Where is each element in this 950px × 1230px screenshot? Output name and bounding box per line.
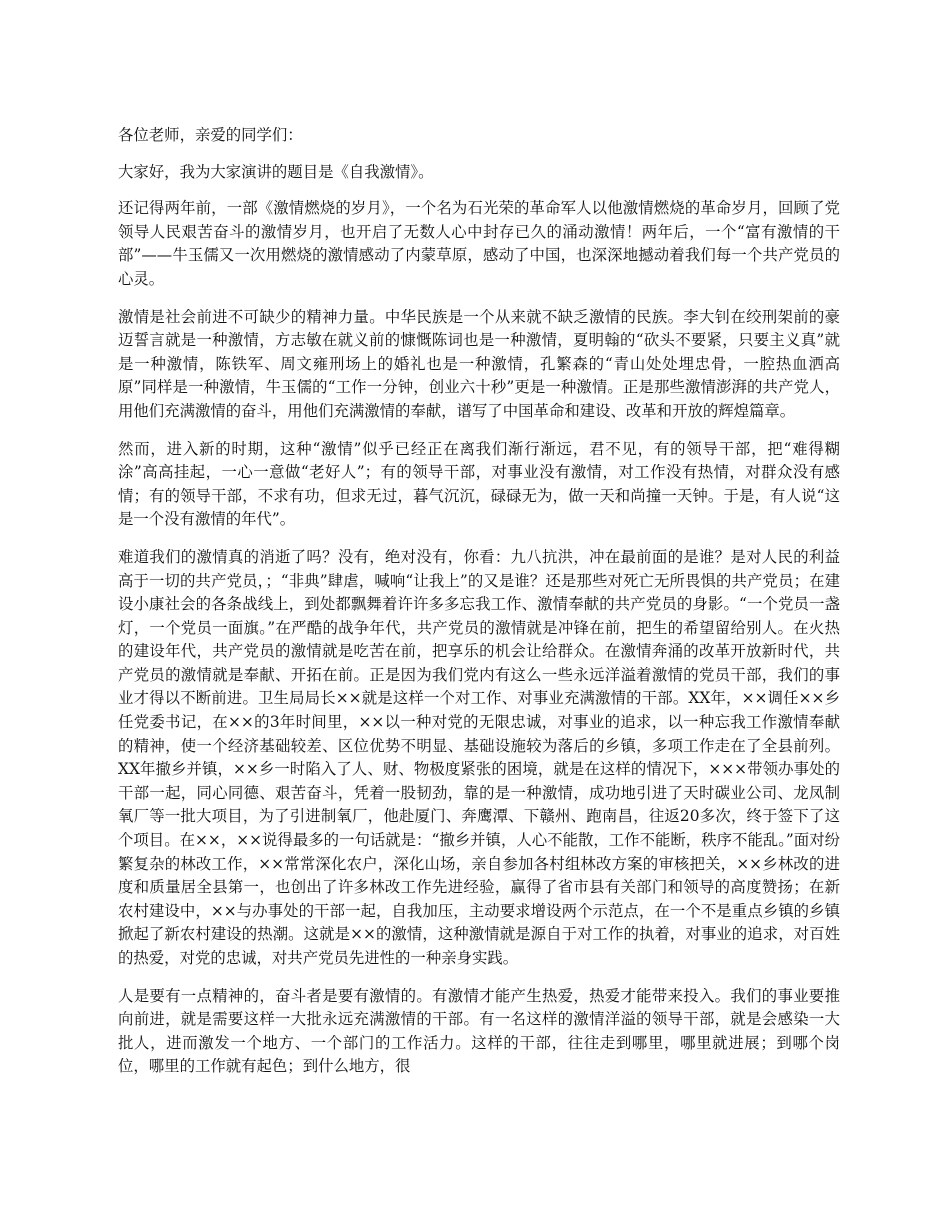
paragraph-4: 难道我们的激情真的消逝了吗？没有，绝对没有，你看：九八抗洪，冲在最前面的是谁？是对人民的利益高于一切的共产党员，；“非典”肆虐，喊响“让我上”的又是谁？还是那些对死亡无所畏惧的共产党员；在建设小康社会的各条战线上，到处都飘舞着许许多多忘我工作、激情奉献的共产党员的身影。“一个党员一盏灯，一个党员一面旗。”在严酷的战争年代，共产党员的激情就是冲锋在前，把生的希望留给别人。在火热的建设年代，共产党员的激情就是吃苦在前，把享乐的机会让给群众。在激情奔涌的改革开放新时代，共产党员的激情就是奉献、开拓在前。正是因为我们党内有这么一些永远洋溢着激情的党员干部，我们的事业才得以不断前进。卫生局局长××就是这样一个对工作、对事业充满激情的干部。XX年，××调任××乡任党委书记，在××的3年时间里，××以一种对党的无限忠诚，对事业的追求，以一种忘我工作激情奉献的精神，使一个经济基础较差、区位优势不明显、基础设施较为落后的乡镇，多项工作走在了全县前列。XX年撤乡并镇，××乡一时陷入了人、财、物极度紧张的困境，就是在这样的情况下，×××带领办事处的干部一起，同心同德、艰苦奋斗，凭着一股韧劲，靠的是一种激情，成功地引进了天时碳业公司、龙凤制氧厂等一批大项目，为了引进制氧厂，他赴厦门、奔鹰潭、下赣州、跑南昌，往返20多次，终于签下了这个项目。在××，××说得最多的一句话就是：“撤乡并镇，人心不能散，工作不能断，秩序不能乱。”面对纷繁复杂的林改工作，××常常深化农户，深化山场，亲自参加各村组林改方案的审核把关，××乡林改的进度和质量居全县第一，也创出了许多林改工作先进经验，赢得了省市县有关部门和领导的高度赞扬；在新农村建设中，××与办事处的干部一起，自我加压，主动要求增设两个示范点，在一个不是重点乡镇的乡镇掀起了新农村建设的热潮。这就是××的激情，这种激情就是源自于对工作的执着，对事业的追求，对百姓的热爱，对党的忠诚，对共产党员先进性的一种亲身实践。 — [118, 547, 840, 967]
paragraph-5: 人是要有一点精神的，奋斗者是要有激情的。有激情才能产生热爱，热爱才能带来投入。我们的事业要推向前进，就是需要这样一大批永远充满激情的干部。有一名这样的激情洋溢的领导干部，就是会感染一大批人，进而激发一个地方、一个部门的工作活力。这样的干部，往往走到哪里，哪里就进展；到哪个岗位，哪里的工作就有起色；到什么地方，很 — [118, 986, 840, 1076]
paragraph-1: 还记得两年前，一部《激情燃烧的岁月》，一个名为石光荣的革命军人以他激情燃烧的革命岁月，回顾了党领导人民艰苦奋斗的激情岁月，也开启了无数人心中封存已久的涌动激情！两年后，一个“富有激情的干部”——牛玉儒又一次用燃烧的激情感动了内蒙草原，感动了中国，也深深地撼动着我们每一个共产党员的心灵。 — [118, 199, 840, 288]
greeting: 各位老师，亲爱的同学们： — [118, 126, 303, 144]
document-page — [118, 124, 840, 1093]
intro-paragraph: 大家好，我为大家演讲的题目是《自我激情》。 — [118, 162, 434, 181]
paragraph-2: 激情是社会前进不可缺少的精神力量。中华民族是一个从来就不缺乏激情的民族。李大钊在绞刑架前的豪迈誓言就是一种激情，方志敏在就义前的慷慨陈词也是一种激情，夏明翰的“砍头不要紧，只要主义真”就是一种激情，陈铁军、周文雍刑场上的婚礼也是一种激情，孔繁森的“青山处处埋忠骨，一腔热血洒高原”同样是一种激情，牛玉儒的“工作一分钟，创业六十秒”更是一种激情。正是那些激情澎湃的共产党人，用他们充满激情的奋斗，用他们充满激情的奉献，谱写了中国革命和建设、改革和开放的辉煌篇章。 — [118, 307, 840, 420]
paragraph-3: 然而，进入新的时期，这种“激情”似乎已经正在离我们渐行渐远，君不见，有的领导干部，把“难得糊涂”高高挂起，一心一意做“老好人”；有的领导干部，对事业没有激情，对工作没有热情，对群众没有感情；有的领导干部，不求有功，但求无过，暮气沉沉，碌碌无为，做一天和尚撞一天钟。于是，有人说“这是一个没有激情的年代”。 — [118, 439, 840, 529]
